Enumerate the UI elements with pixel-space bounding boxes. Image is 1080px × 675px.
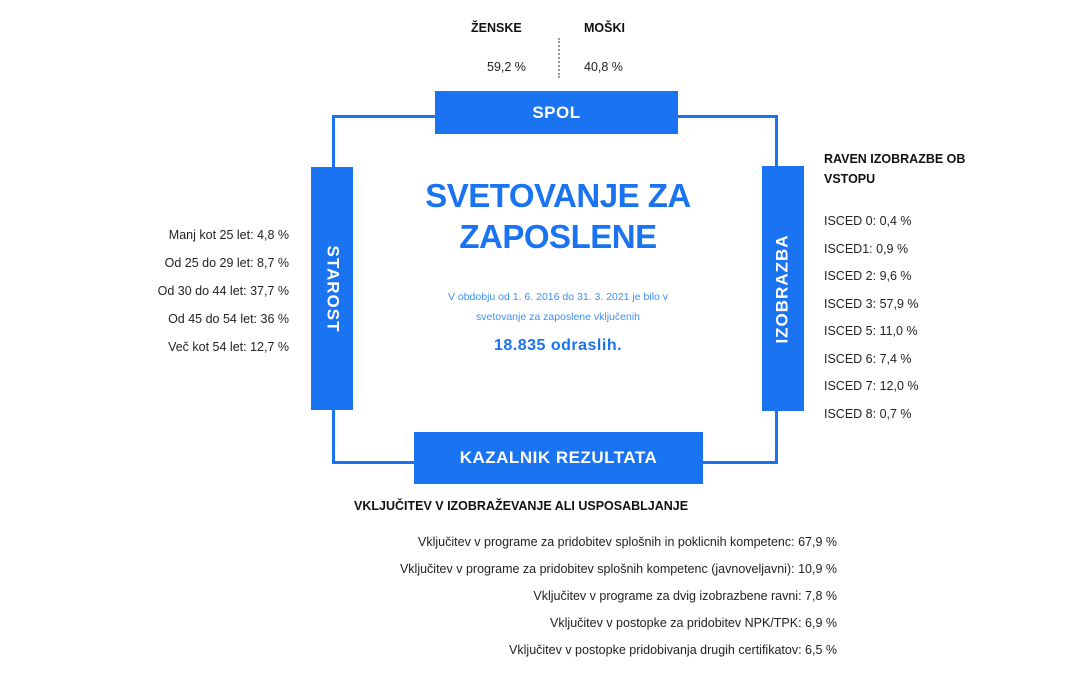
intro-line-1: V obdobju od 1. 6. 2016 do 31. 3. 2021 je bilo v [447,291,669,303]
education-list [824,208,919,428]
intro-line-2: svetovanje za zaposlene vključenih [475,311,641,323]
title-line-1: SVETOVANJE ZA [425,177,691,214]
starost-label: STAROST [323,245,342,332]
outcome-heading: VKLJUČITEV V IZOBRAŽEVANJE ALI USPOSABLJANJE [354,499,689,513]
education-item: ISCED 0: 0,4 % [824,214,912,228]
male-label: MOŠKI [584,21,625,35]
outcome-item: Vključitev v programe za dvig izobrazbene ravni: 7,8 % [533,589,837,603]
education-item: ISCED 2: 9,6 % [824,269,912,283]
education-item: ISCED 6: 7,4 % [824,351,912,366]
education-item: ISCED1: 0,9 % [824,241,909,256]
kazalnik-bar [414,432,703,484]
age-item: Več kot 54 let: 12,7 % [168,340,289,354]
spol-label: SPOL [532,102,581,122]
izobrazba-label: IZOBRAZBA [773,233,793,344]
izobrazba-bar [762,166,804,411]
education-heading [824,149,1024,189]
age-item: Manj kot 25 let: 4,8 % [168,228,289,242]
kazalnik-label: KAZALNIK REZULTATA [459,448,658,467]
female-value: 59,2 % [487,60,526,74]
age-list [158,221,289,361]
age-item: Od 25 do 29 let: 8,7 % [164,256,289,270]
intro-text [400,287,716,327]
education-heading-line-2: VSTOPU [824,172,876,186]
outcome-item: Vključitev v programe za pridobitev splošnih kompetenc (javnoveljavni): 10,9 % [399,562,837,576]
education-item: ISCED 5: 11,0 % [824,324,918,338]
education-item: ISCED 3: 57,9 % [824,296,919,311]
education-item: ISCED 8: 0,7 % [824,406,912,421]
main-title [380,175,736,257]
outcome-item: Vključitev v programe za pridobitev splošnih in poklicnih kompetenc: 67,9 % [418,535,837,549]
male-value: 40,8 % [584,60,623,74]
education-item: ISCED 7: 12,0 % [824,379,919,393]
female-label: ŽENSKE [471,21,522,35]
starost-bar [311,167,353,410]
education-heading-line-1: RAVEN IZOBRAZBE OB [824,152,966,166]
title-line-2: ZAPOSLENE [459,218,657,255]
outcome-item: Vključitev v postopke pridobivanja drugih certifikatov: 6,5 % [509,643,837,657]
participant-count: 18.835 odraslih. [493,337,623,354]
gender-divider [558,38,560,78]
spol-bar [435,91,678,134]
age-item: Od 45 do 54 let: 36 % [168,312,289,326]
outcome-list [400,529,837,664]
age-item: Od 30 do 44 let: 37,7 % [157,284,289,298]
outcome-item: Vključitev v postopke za pridobitev NPK/TPK: 6,9 % [550,616,837,630]
